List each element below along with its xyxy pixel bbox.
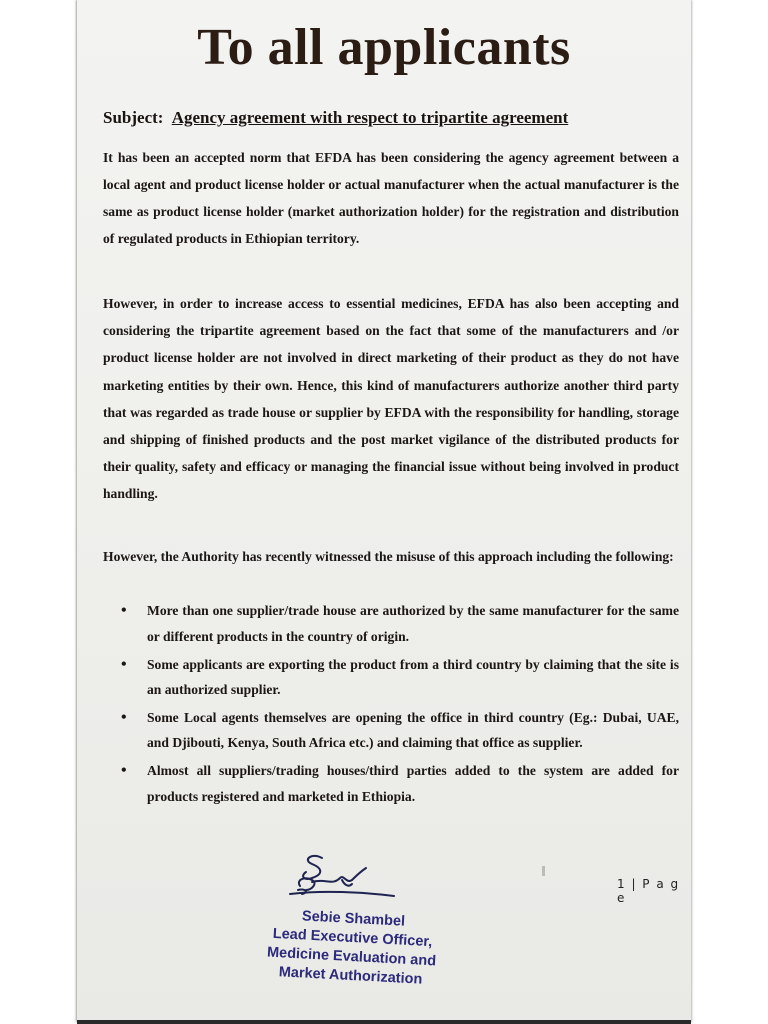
document-page <box>77 0 691 1022</box>
official-stamp <box>250 905 454 991</box>
paragraph-1: It has been an accepted norm that EFDA has been considering the agency agreement between a local agent and product license holder or actual manufacturer when the actual manufacturer is the same as product license holder (market authorization holder) for the registration and distribution of regulated products in Ethiopian territory. <box>103 150 679 246</box>
misuse-list <box>121 598 679 809</box>
list-item: • More than one supplier/trade house are authorized by the same manufacturer for the same or different products in the country of origin. <box>121 598 679 649</box>
bottom-border <box>77 1020 691 1024</box>
stamp-line-1: Lead Executive Officer, <box>272 925 433 951</box>
list-item: • Some Local agents themselves are opening the office in third country (Eg.: Dubai, UAE, and Djibouti, Kenya, South Africa etc.) and claiming that office as supplier. <box>121 705 679 755</box>
subject-line <box>103 108 678 128</box>
handwritten-signature <box>282 850 402 902</box>
page-number: 1 | P a g e <box>617 877 680 905</box>
stamp-name: Sebie Shambel <box>301 908 406 930</box>
stamp-line-2: Medicine Evaluation and <box>266 944 437 970</box>
list-item: • Almost all suppliers/trading houses/third parties added to the system are added for products registered and marketed in Ethiopia. <box>121 758 679 809</box>
paragraph-2: However, in order to increase access to essential medicines, EFDA has also been accepting and considering the tripartite agreement based on the fact that some of the manufacturers and /or product license holder are not involved in direct marketing of their product as they do not have marketing entities by their own. Hence, this kind of manufacturers authorize another third party that was regarded as trade house or supplier by EFDA with the responsibility for handling, storage and shipping of finished products and the post market vigilance of the distributed products for their quality, safety and efficacy or managing the financial issue without being involved in product handling. <box>103 296 679 502</box>
page-title: To all applicants <box>197 19 571 76</box>
stamp-line-3: Market Authorization <box>278 964 423 988</box>
list-item: • Some applicants are exporting the product from a third country by claiming that the site is an authorized supplier. <box>121 652 679 702</box>
paragraph-3: However, the Authority has recently witnessed the misuse of this approach including the following: <box>103 549 674 564</box>
subject-label: Subject: <box>103 108 164 127</box>
subject-text: Agency agreement with respect to tripartite agreement <box>171 108 569 127</box>
faint-mark <box>542 866 545 876</box>
